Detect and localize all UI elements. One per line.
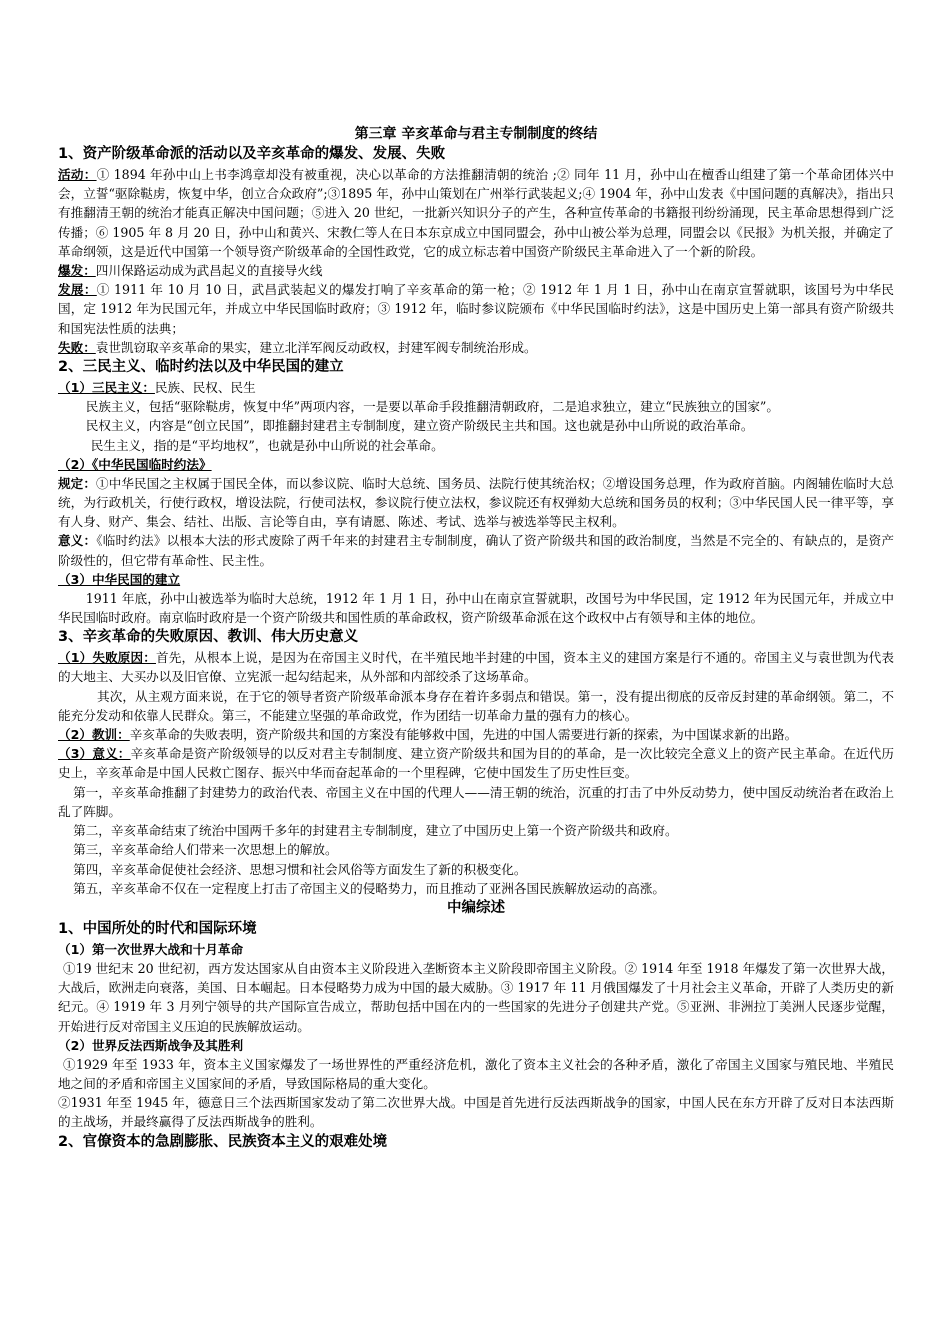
provisions-paragraph (58, 474, 894, 532)
significance-label: （3）意义： (58, 746, 131, 762)
significance-text: 辛亥革命是资产阶级领导的以反对君主专制制度、建立资产阶级共和国为目的的革命，是一次比较完全意义上的资产民主革命。在近代历史上，辛亥革命是中国人民救亡图存、振兴中华而奋起革命的一个里程碑，它使中国发生了历史性巨变。 (58, 746, 894, 781)
development-paragraph (58, 280, 894, 338)
three-principles-paragraph (58, 378, 894, 397)
development-label: 发展： (58, 282, 97, 298)
chapter-title: 第三章 辛亥革命与君主专制制度的终结 (354, 126, 598, 142)
wwi-paragraph: ①19 世纪末 20 世纪初，西方发达国家从自由资本主义阶段进入垄断资本主义阶段即帝国主义阶段。② 1914 年至 1918 年爆发了第一次世界大战，大战后，欧洲走向衰落，美国、日本崛起。日本侵略势力成为中国的最大威胁。③ 1917 年 11 月俄国爆发了十月社会主义革命，开辟了人类历史的新纪元。④ 1919 年 3 月列宁领导的共产国际宣告成立，帮助包括中国在内的一些国家的先进分子创建共产党。⑤亚洲、非洲拉丁美洲人民逐步觉醒，开始进行反对帝国主义压迫的民族解放运动。 (58, 960, 894, 1034)
failure-text: 袁世凯窃取辛亥革命的果实，建立北洋军阀反动政权，封建军阀专制统治形成。 (95, 339, 537, 355)
section-2-heading: 2、三民主义、临时约法以及中华民国的建立 (58, 359, 344, 376)
anti-fascist-paragraph-1: ①1929 年至 1933 年，资本主义国家爆发了一场世界性的严重经济危机，激化了资本主义社会的各种矛盾，激化了帝国主义国家与殖民地、半殖民地之间的矛盾和帝国主义国家间的矛盾，导致国际格局的重大变化。 (58, 1056, 894, 1091)
meaning-paragraph (58, 531, 894, 569)
document-page (58, 124, 894, 1153)
significance-paragraph (58, 744, 894, 782)
outbreak-paragraph (58, 261, 894, 280)
lessons-paragraph (58, 725, 894, 744)
failure-reasons-text: 首先，从根本上说，是因为在帝国主义时代，在半殖民地半封建的中国，资本主义的建国方案是行不通的。帝国主义与袁世凯为代表的大地主、大买办以及旧官僚、立宪派一起勾结起来，从外部和内部绞杀了这场革命。 (58, 650, 894, 685)
section-1-heading: 1、资产阶级革命派的活动以及辛亥革命的爆发、发展、失败 (58, 146, 446, 162)
democracy-paragraph: 民权主义，内容是“创立民国”，即推翻封建君主专制制度，建立资产阶级民主共和国。这也就是孙中山所说的政治革命。 (85, 418, 754, 434)
livelihood-paragraph: 民生主义，指的是“平均地权”，也就是孙中山所说的社会革命。 (90, 437, 444, 453)
failure-reasons-label: （1）失败原因： (58, 650, 156, 666)
three-principles-label: （1）三民主义： (58, 380, 155, 396)
meaning-label: 意义： (58, 533, 97, 549)
meaning-text: 《临时约法》以根本大法的形式废除了两千年来的封建君主专制制度，确认了资产阶级共和国的政治制度，当然是不完全的、有缺点的，是资产阶级性的，但它带有革命性、民主性。 (58, 533, 894, 568)
three-principles-text: 民族、民权、民生 (154, 380, 256, 396)
significance-first: 第一，辛亥革命推翻了封建势力的政治代表、帝国主义在中国的代理人——清王朝的统治，沉重的打击了中外反动势力，使中国反动统治者在政治上乱了阵脚。 (58, 784, 894, 819)
provisions-label: 规定： (58, 475, 97, 491)
lessons-text: 辛亥革命的失败表明，资产阶级共和国的方案没有能够救中国，先进的中国人需要进行新的探索，为中国谋求新的出路。 (129, 727, 798, 743)
roc-founding-heading: （3）中华民国的建立 (58, 571, 181, 587)
middle-section-2-heading: 2、官僚资本的急剧膨胀、民族资本主义的艰难处境 (58, 1133, 388, 1150)
failure-label: 失败： (58, 339, 96, 355)
activity-paragraph (58, 165, 894, 261)
outbreak-text: 四川保路运动成为武昌起义的直接导火线 (95, 263, 323, 279)
provisions-text: ①中华民国之主权属于国民全体，而以参议院、临时大总统、国务员、法院行使其统治权；②增设国务总理，作为政府首脑。内阁辅佐临时大总统，为行政机关，行使行政权，增设法院，行使司法权，参议院行使立法权，参议院还有权弹劾大总统和国务员的权利；③中华民国人民一律平等，享有人身、财产、集会、结社、出版、言论等自由，享有请愿、陈述、考试、选举与被选举等民主权利。 (58, 475, 895, 530)
middle-part-title: 中编综述 (447, 899, 505, 916)
anti-fascist-paragraph-2: ②1931 年至 1945 年，德意日三个法西斯国家发动了第二次世界大战。中国是首先进行反法西斯战争的国家，中国人民在东方开辟了反对日本法西斯的主战场，并最终赢得了反法西斯战争的胜利。 (58, 1095, 894, 1130)
provisional-constitution-heading: （2）《中华民国临时约法》 (58, 456, 212, 472)
activity-text: ① 1894 年孙中山上书李鸿章却没有被重视，决心以革命的方法推翻清朝的统治 ;② 同年 11 月，孙中山在檀香山组建了第一个革命团体兴中会，立誓“驱除鞑虏，恢复中华，创立合众政府”;③1895 年，孙中山策划在广州举行武装起义;④ 1904 年，孙中山发表《中国问题的真解决》，指出只有推翻清王朝的统治才能真正解决中国问题；⑤进入 20 世纪，一批新兴知识分子的产生，各种宣传革命的书籍报刊纷纷涌现，民主革命思想得到广泛传播；⑥ 1905 年 8 月 20 日，孙中山和黄兴、宋教仁等人在日本东京成立中国同盟会，孙中山被公举为总理，同盟会以《民报》为机关报，并确定了革命纲领，这是近代中国第一个领导资产阶级革命的全国性政党，它的成立标志着中国资产阶级民主革命进入了一个新的阶段。 (58, 167, 895, 259)
lessons-label: （2）教训： (58, 727, 130, 743)
middle-section-1-heading: 1、中国所处的时代和国际环境 (58, 920, 257, 937)
significance-second: 第二，辛亥革命结束了统治中国两千多年的封建君主专制制度，建立了中国历史上第一个资产阶级共和政府。 (73, 823, 678, 839)
activity-label: 活动： (58, 167, 97, 182)
outbreak-label: 爆发： (58, 263, 96, 279)
failure-reasons-second-paragraph: 其次，从主观方面来说，在于它的领导者资产阶级革命派本身存在着许多弱点和错误。第一，没有提出彻底的反帝反封建的革命纲领。第二，不能充分发动和依靠人民群众。第三，不能建立坚强的革命政党，作为团结一切革命力量的强有力的核心。 (58, 688, 894, 723)
development-text: ① 1911 年 10 月 10 日，武昌武装起义的爆发打响了辛亥革命的第一枪；② 1912 年 1 月 1 日，孙中山在南京宣誓就职，该国号为中华民国，定 1912 年为民国元年，并成立中华民国临时政府；③ 1912 年，临时参议院颁布《中华民国临时约法》，这是中国历史上第一部具有资产阶级共和国宪法性质的法典； (58, 282, 894, 336)
wwi-heading: （1）第一次世界大战和十月革命 (58, 941, 244, 957)
significance-fourth: 第四，辛亥革命促使社会经济、思想习惯和社会风俗等方面发生了新的积极变化。 (73, 861, 527, 877)
roc-founding-paragraph: 1911 年底，孙中山被选举为临时大总统，1912 年 1 月 1 日，孙中山在南京宣誓就职，改国号为中华民国，定 1912 年为民国元年，并成立中华民国临时政府。南京临时政府是一个资产阶级共和国性质的革命政权，资产阶级革命派在这个政权中占有领导和主体的地位。 (58, 590, 894, 626)
anti-fascist-war-heading: （2）世界反法西斯战争及其胜利 (58, 1037, 244, 1053)
nationalism-paragraph: 民族主义，包括“驱除鞑虏，恢复中华”两项内容，一是要以革命手段推翻清朝政府，二是追求独立，建立“民族独立的国家”。 (85, 399, 779, 415)
failure-reasons-paragraph (58, 648, 894, 686)
section-3-heading: 3、辛亥革命的失败原因、教训、伟大历史意义 (58, 629, 359, 646)
failure-paragraph (58, 338, 894, 357)
significance-third: 第三，辛亥革命给人们带来一次思想上的解放。 (73, 842, 338, 858)
significance-fifth: 第五，辛亥革命不仅在一定程度上打击了帝国主义的侵略势力，而且推动了亚洲各国民族解放运动的高涨。 (73, 880, 666, 896)
